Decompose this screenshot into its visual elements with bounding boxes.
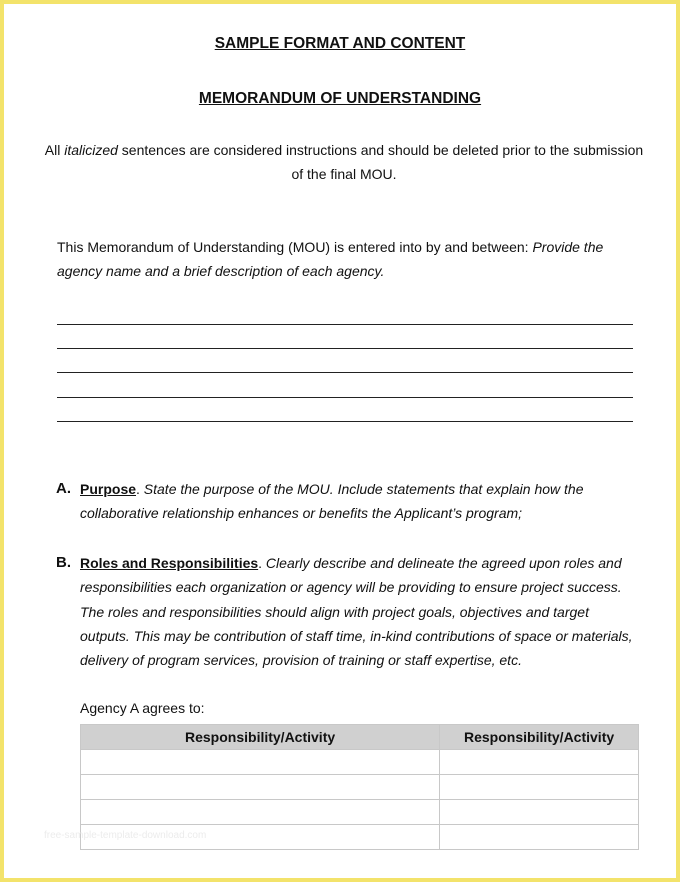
- section-b-heading: Roles and Responsibilities: [80, 555, 259, 571]
- section-b-heading-punct: .: [258, 555, 263, 571]
- section-a-heading: Purpose: [80, 481, 137, 497]
- table-row: [81, 750, 639, 775]
- agency-fill-line[interactable]: [57, 397, 633, 398]
- intro-instruction: [44, 138, 644, 186]
- table-header-cell: Responsibility/Activity: [440, 725, 639, 750]
- intro-italic-word: italicized: [64, 142, 118, 158]
- document-subtitle: MEMORANDUM OF UNDERSTANDING: [198, 90, 482, 107]
- intro-text-start: All: [44, 142, 65, 158]
- document-page: [4, 4, 676, 878]
- agency-fill-line[interactable]: [57, 348, 633, 349]
- table-cell[interactable]: [440, 800, 639, 825]
- section-a-instruction: State the purpose of the MOU. Include statements that explain how the collaborative relationship enhances or benefits the Applicant’s program;: [80, 481, 584, 522]
- table-row: [81, 800, 639, 825]
- mou-statement: [57, 235, 617, 283]
- document-title: SAMPLE FORMAT AND CONTENT: [214, 35, 466, 52]
- agency-fill-line[interactable]: [57, 324, 633, 325]
- section-a-heading-punct: .: [136, 481, 140, 497]
- table-cell[interactable]: [440, 750, 639, 775]
- agency-fill-line[interactable]: [57, 372, 633, 373]
- section-b-instruction: Clearly describe and delineate the agreed upon roles and responsibilities each organization or agency will be providing to ensure project success. The roles and responsibilities should align with project goals, objectives and target outputs. This may be contribution of staff time, in-kind contributions of space or materials, delivery of program services, provision of training or staff expertise, etc.: [80, 555, 633, 669]
- mou-statement-text: This Memorandum of Understanding (MOU) is entered into by and between:: [57, 239, 533, 255]
- section-b-letter: B.: [56, 554, 71, 571]
- table-header-row: [81, 725, 639, 750]
- mou-statement-instruction: Provide the agency name and a brief description of each agency.: [57, 239, 604, 279]
- table-cell[interactable]: [81, 775, 440, 800]
- table-header-cell: Responsibility/Activity: [81, 725, 440, 750]
- intro-text-end: sentences are considered instructions and should be deleted prior to the submission of the final MOU.: [117, 142, 644, 182]
- table-row: [81, 775, 639, 800]
- section-b-roles: [80, 551, 640, 672]
- section-a-letter: A.: [56, 480, 71, 497]
- table-cell[interactable]: [440, 775, 639, 800]
- watermark-text: free-sample-template-download.com: [44, 830, 207, 841]
- table-cell[interactable]: [81, 800, 440, 825]
- agency-a-label: Agency A agrees to:: [80, 700, 205, 716]
- agency-fill-line[interactable]: [57, 421, 633, 422]
- table-cell[interactable]: [440, 825, 639, 850]
- table-cell[interactable]: [81, 750, 440, 775]
- section-a-purpose: [80, 477, 640, 526]
